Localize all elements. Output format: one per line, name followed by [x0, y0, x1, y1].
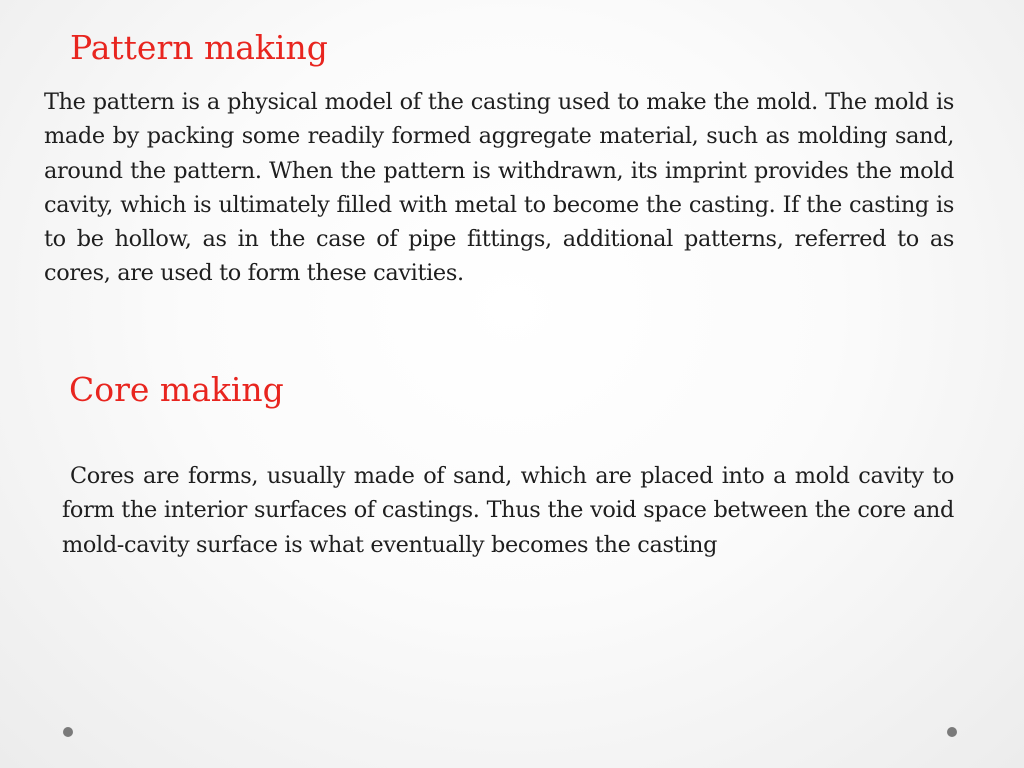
- pattern-making-paragraph: The pattern is a physical model of the casting used to make the mold. The mold is made by packing some readily formed aggregate material, such as molding sand, around the pattern. When the pattern is withdrawn, its imprint provides the mold cavity, which is ultimately filled with metal to become the casting. If the casting is to be hollow, as in the case of pipe fittings, additional patterns, referred to as cores, are used to form these cavities.: [44, 89, 954, 287]
- decorative-dot-left: [63, 727, 73, 737]
- pattern-making-heading: Pattern making: [70, 28, 328, 67]
- decorative-dot-right: [947, 727, 957, 737]
- core-making-paragraph: Cores are forms, usually made of sand, which are placed into a mold cavity to form the interior surfaces of castings. Thus the void space between the core and mold-cavity surface is what eventually becomes the casting: [62, 463, 954, 558]
- core-making-heading: Core making: [69, 370, 284, 409]
